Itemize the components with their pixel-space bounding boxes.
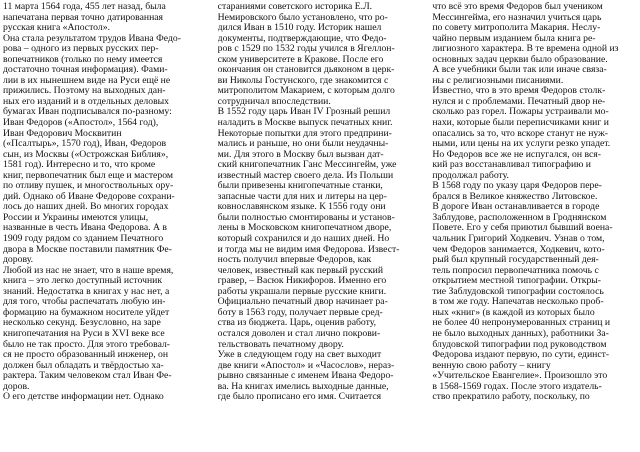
text-line: Она стала результатом трудов Ивана Федо- [3, 33, 181, 44]
text-line: мались и раньше, но они были неудачны- [217, 139, 389, 150]
text-line: напечатана первая точно датированная [3, 12, 164, 23]
text-line: где было прописано его имя. Считается [217, 392, 382, 403]
text-line: и тогда мы не видим имя Федорова. Извест- [217, 244, 400, 255]
text-line: ность получил впервые Федоров, как [217, 255, 372, 266]
text-line: сын, из Москвы («Острожская Библия», [3, 149, 169, 160]
text-line: вопечатников (только по нему имеется [3, 54, 163, 65]
text-line: основных задач церкви было образование. [432, 54, 608, 65]
text-line: в 1568-1569 годах. После этого издатель- [432, 381, 602, 392]
text-line: дорову. [3, 255, 33, 266]
document-page [3, 2, 637, 450]
text-line: А все учебники были так или иначе связа- [432, 65, 607, 76]
text-line: лигиозного характера. В те времена одной из [432, 44, 619, 55]
text-line: документы, подтверждающие, что Федо- [217, 33, 387, 44]
text-line: ском университете в Кракове. После его [217, 54, 384, 65]
text-line: боту в 1563 году, получает первые сред- [217, 307, 383, 318]
text-line: названные в честь Ивана Федорова. А в [3, 223, 167, 234]
text-line: ство прекратило работу, поскольку, по [432, 392, 590, 403]
text-line: дился Иван в 1510 году. Историк нашел [217, 23, 382, 34]
text-line: лии в их нынешнем виде на Руси ещё не [3, 75, 171, 86]
text-line: не было выходных данных), работники За- [432, 328, 609, 339]
text-line: книгопечатания на Руси в XVI веке все [3, 328, 165, 339]
text-line: в том же году. Напечатав несколько проб- [432, 297, 604, 308]
text-line: Уже в следующем году на свет выходит [217, 350, 382, 361]
text-line: формацию на бумажном носителе уйдет [3, 307, 170, 318]
text-line: тельствовать печатному двору. [217, 339, 344, 350]
text-line: двора в Москве поставили памятник Фе- [3, 244, 172, 255]
text-line: ский книгопечатник Ганс Мессингейм, уже [217, 160, 397, 171]
text-line: блудовской типографии под руководством [432, 339, 607, 350]
text-line: ся не просто образованный инженер, он [3, 350, 169, 361]
text-line: рый был крупный государственный дея- [432, 255, 599, 266]
text-line: Любой из нас не знает, что в наше время, [3, 265, 174, 276]
text-line: Иван Федорович Москвитин [3, 128, 122, 139]
text-line: ковнославянском языке. К 1556 году они [217, 202, 386, 213]
text-line: ны с религиозными писаниями. [432, 75, 564, 86]
text-line: книг, первопечатник был еще и мастером [3, 170, 173, 181]
text-line: В 1568 году по указу царя Федоров пере- [432, 181, 602, 192]
text-line: тие Заблудовской типографии состоялось [432, 286, 604, 297]
text-line: продолжал работу. [432, 170, 509, 181]
text-line: знаний. Недостатка в книгах у нас нет, а [3, 286, 170, 297]
text-line: В 1552 году царь Иван IV Грозный решил [217, 107, 391, 118]
text-line: лены в Московском книгопечатном дворе, [217, 223, 392, 234]
text-line: известный мастер своего дела. Из Польши [217, 170, 394, 181]
text-line: Заблудове, расположенном в Гроднянском [432, 212, 607, 223]
text-line: дий. Однако об Иване Федорове сохрани- [3, 191, 175, 202]
text-line: прижились. Поэтому на выходных дан- [3, 86, 166, 97]
column-3-text [432, 2, 637, 403]
text-line: наладить в Москве выпуск печатных книг. [217, 118, 393, 129]
text-line: сотрудничал впоследствии. [217, 96, 331, 107]
text-line: русская книга «Апостол». [3, 23, 110, 34]
column-2-text [218, 2, 423, 403]
text-line: работы украшали первые русские книги. [217, 286, 387, 297]
text-line: достаточно точная информация). Фами- [3, 65, 168, 76]
text-line: Официально печатный двор начинает ра- [217, 297, 388, 308]
text-line: тель попросил первопечатника помочь с [432, 265, 599, 276]
text-line: нахи, которые были переписчиками книг и [432, 118, 609, 129]
text-line: рова – одного из первых русских пер- [3, 44, 159, 55]
text-line: остался доволен и стал лично покрови- [217, 328, 381, 339]
text-line: две книги «Апостол» и «Часослов», нераз- [217, 360, 395, 371]
text-line: были полностью смонтированы и установ- [217, 212, 395, 223]
text-line: венную свою работу – книгу [432, 360, 551, 371]
text-line: рывно связанные с именем Ивана Федоро- [217, 371, 394, 382]
text-line: окончания он становится дьяконом в церк- [217, 65, 395, 76]
text-line: («Псалтырь», 1570 год), Иван, Федоров [3, 139, 167, 150]
text-line: человек, известный как первый русский [217, 265, 384, 276]
text-line: Федорова издают первую, по сути, единст- [432, 350, 610, 361]
text-line: бумагах Иван подписывался по-разному: [3, 107, 172, 118]
text-line: 1581 год). Интересно и то, что кроме [3, 160, 156, 171]
column-1-text [3, 2, 208, 403]
text-line: брался в Великое княжество Литовское. [432, 191, 598, 202]
text-line: Некоторые попытки для этого предприни- [217, 128, 392, 139]
text-line: России и Украины имеются улицы, [3, 212, 149, 223]
text-column-3 [432, 2, 637, 450]
text-line: не более 40 непронумерованных страниц и [432, 318, 611, 329]
text-line: Мессингейма, его назначил учиться царь [432, 12, 602, 23]
text-line: ных «книг» (в каждой из которых было [432, 307, 595, 318]
text-column-1 [3, 2, 208, 450]
text-line: должен был обладать и твёрдостью ха- [3, 360, 164, 371]
text-line: было не так просто. Для этого требовал- [3, 339, 171, 350]
text-line: были привезены книгопечатные станки, [217, 181, 383, 192]
text-line: В дороге Иван останавливается в городе [432, 202, 600, 213]
text-line: 1909 году рядом со зданием Печатного [3, 234, 164, 245]
text-line: митрополитом Макарием, с которым долго [217, 86, 395, 97]
text-line: сколько раз горел. Пожары устраивали мо- [432, 107, 609, 118]
text-line: открытием местной типографии. Откры- [432, 276, 602, 287]
text-line: ных его изданий и в отдельных деловых [3, 96, 169, 107]
text-column-2 [218, 2, 423, 450]
text-line: нулся и с проблемами. Печатный двор не- [432, 96, 606, 107]
text-line: запасные части для них и литеры на цер- [217, 191, 387, 202]
text-line: кий раз восстанавливал типографию и [432, 160, 591, 171]
text-line: Иван Федоров («Апостол», 1564 год), [3, 118, 159, 129]
text-line: доров. [3, 381, 30, 392]
text-line: ми. Для этого в Москву был вызван дат- [217, 149, 384, 160]
text-line: рактера. Таким человеком стал Иван Фе- [3, 371, 172, 382]
text-line: ров с 1529 по 1532 годы учился в Ягеллон- [217, 44, 395, 55]
text-line: для того, чтобы распечатать любую ин- [3, 297, 166, 308]
text-line: «Учительское Евангелие». Произошло это [432, 371, 608, 382]
text-line: что всё это время Федоров был учеником [432, 2, 603, 12]
text-line: чайно первым изданием была книга ре- [432, 33, 596, 44]
text-line: Повете. Его у себя приютил бывший воена- [432, 223, 613, 234]
text-line: книга – это легко доступный источник [3, 276, 163, 287]
text-line: чальник Григорий Ходкевич. Узнав о том, [432, 234, 605, 245]
text-line: 11 марта 1564 года, 455 лет назад, была [3, 2, 166, 12]
text-line: который сохранился и до наших дней. Но [217, 234, 390, 245]
text-line: Известно, что в это время Федоров столк- [432, 86, 606, 97]
text-line: Но Федоров все же не испугался, он вся- [432, 149, 601, 160]
text-line: опасались за то, что вскоре станут не нуж- [432, 128, 609, 139]
text-line: ва. На книгах имелись выходные данные, [217, 381, 389, 392]
text-line: лось до наших дней. Во многих городах [3, 202, 169, 213]
text-line: ными, или цены на их услуги резко упадет. [432, 139, 611, 150]
text-line: ства из бюджета. Царь, оценив работу, [217, 318, 377, 329]
text-line: Немировского было установлено, что ро- [217, 12, 388, 23]
text-line: О его детстве информации нет. Однако [3, 392, 164, 403]
text-line: стараниями советского историка Е.Л. [217, 2, 373, 12]
text-line: несколько секунд. Безусловно, на заре [3, 318, 161, 329]
text-line: чем Федоров занимается, Ходкевич, кото- [432, 244, 605, 255]
text-line: по совету митрополита Макария. Неслу- [432, 23, 601, 34]
text-line: гравер, – Васюк Никифоров. Именно его [217, 276, 387, 287]
text-line: по отливу пушек, и многоствольных ору- [3, 181, 174, 192]
text-line: ви Николы Гостунского, где знакомится с [217, 75, 389, 86]
